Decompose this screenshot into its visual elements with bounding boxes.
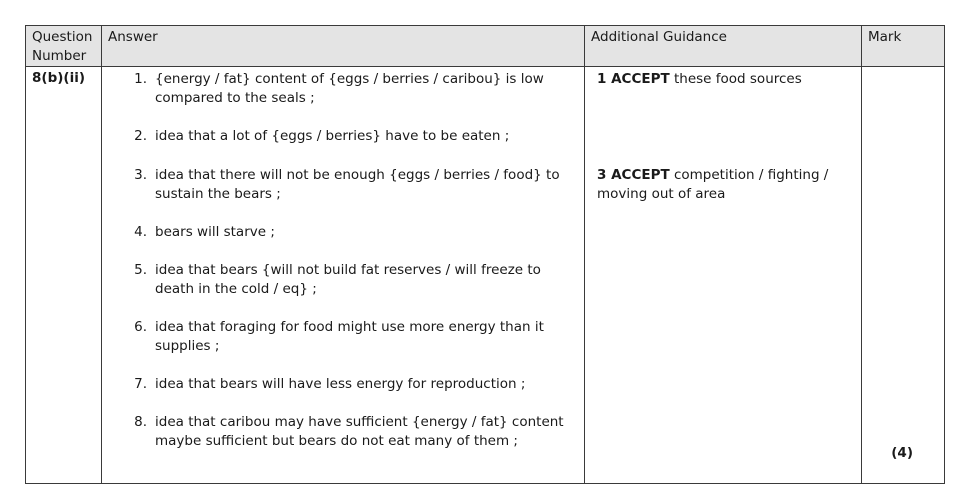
answer-item (102, 127, 584, 166)
guidance-cell (585, 67, 862, 484)
guidance-note (597, 70, 847, 89)
answer-row (26, 67, 945, 484)
answer-item (102, 261, 584, 318)
answer-number: 2. (134, 128, 147, 144)
answer-number: 5. (134, 262, 147, 278)
header-row (26, 26, 945, 67)
answer-item (102, 413, 584, 451)
guidance-text: these food sources (669, 71, 802, 87)
answer-item (102, 223, 584, 261)
answer-cell (102, 67, 585, 484)
answer-text: {energy / fat} content of {eggs / berries / caribou} is low compared to the seals ; (155, 71, 544, 106)
header-answer: Answer (102, 26, 585, 67)
answer-list (102, 67, 584, 451)
question-number: 8(b)(ii) (26, 67, 102, 484)
mark-value: (4) (891, 445, 913, 461)
answer-number: 1. (134, 71, 147, 87)
answer-text: idea that caribou may have sufficient {energy / fat} content maybe sufficient but bears do not eat many of them ; (155, 414, 564, 449)
answer-text: idea that bears {will not build fat reserves / will freeze to death in the cold / eq} ; (155, 262, 541, 297)
answer-item (102, 166, 584, 223)
guidance-text: competition / fighting / moving out of area (597, 167, 829, 202)
answer-number: 3. (134, 167, 147, 183)
guidance-accept-label: 1 ACCEPT (597, 71, 670, 87)
answer-text: idea that there will not be enough {eggs / berries / food} to sustain the bears ; (155, 167, 560, 202)
guidance-note (597, 166, 847, 204)
guidance-accept-label: 3 ACCEPT (597, 167, 670, 183)
header-question-number: Question Number (26, 26, 102, 67)
answer-item (102, 70, 584, 127)
answer-text: idea that bears will have less energy for reproduction ; (155, 376, 526, 392)
answer-text: idea that foraging for food might use more energy than it supplies ; (155, 319, 544, 354)
answer-text: bears will starve ; (155, 224, 275, 240)
header-mark: Mark (862, 26, 945, 67)
mark-cell (862, 67, 945, 484)
header-additional-guidance: Additional Guidance (585, 26, 862, 67)
answer-item (102, 375, 584, 413)
mark-scheme-table (25, 25, 945, 484)
answer-number: 7. (134, 376, 147, 392)
answer-number: 4. (134, 224, 147, 240)
answer-text: idea that a lot of {eggs / berries} have to be eaten ; (155, 128, 510, 144)
answer-number: 8. (134, 414, 147, 430)
answer-item (102, 318, 584, 375)
answer-number: 6. (134, 319, 147, 335)
